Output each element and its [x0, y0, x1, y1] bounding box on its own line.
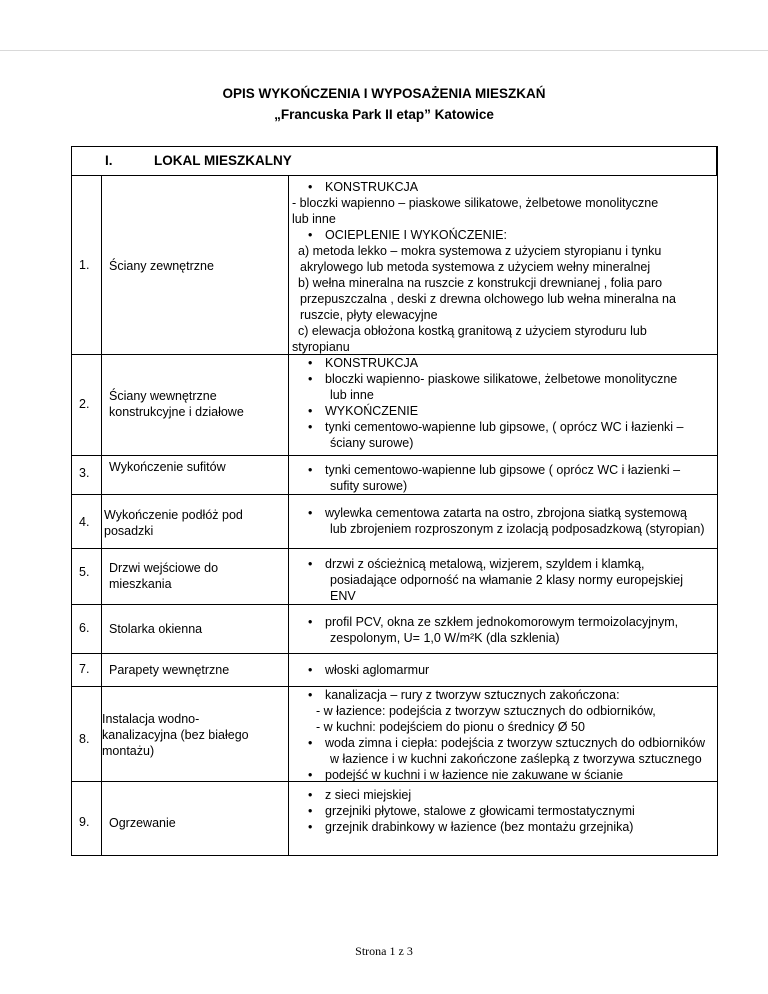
- bullet-icon: •: [308, 788, 313, 802]
- row-label-line: Wykończenie sufitów: [109, 460, 226, 474]
- content-text-line: lub inne: [330, 388, 374, 402]
- row-label: [109, 560, 218, 592]
- bullet-icon: •: [308, 768, 313, 782]
- content-text-line: ściany surowe): [330, 436, 414, 450]
- row-number: 6.: [79, 621, 90, 635]
- row-label: [109, 815, 176, 831]
- bullet-icon: •: [308, 356, 313, 370]
- row-label-line: Ściany wewnętrzne: [109, 389, 217, 403]
- bullet-text: z sieci miejskiej: [325, 788, 412, 802]
- content-text-line: posiadające odporność na włamanie 2 klasy normy europejskiej: [330, 573, 683, 587]
- content-text-line: ENV: [330, 589, 356, 603]
- content-text-line: przepuszczalna , deski z drewna olchowego lub wełna mineralna na: [300, 292, 676, 306]
- row-label-line: mieszkania: [109, 577, 172, 591]
- bullet-text: włoski aglomarmur: [325, 663, 430, 677]
- bullet-icon: •: [308, 404, 313, 418]
- content-text-line: ruszcie, płyty elewacyjne: [300, 308, 438, 322]
- section-header: [71, 146, 717, 175]
- table-border-right: [717, 146, 718, 855]
- bullet-icon: •: [308, 228, 313, 242]
- section-number: I.: [105, 153, 113, 168]
- bullet-icon: •: [308, 557, 313, 571]
- top-rule: [0, 50, 768, 51]
- bullet-icon: •: [308, 463, 313, 477]
- column-divider-label: [288, 175, 289, 855]
- row-number: 2.: [79, 397, 90, 411]
- bullet-icon: •: [308, 663, 313, 677]
- bullet-icon: •: [308, 506, 313, 520]
- content-text-line: lub inne: [292, 212, 336, 226]
- row-separator: [71, 653, 718, 654]
- row-label-line: Instalacja wodno-: [102, 712, 200, 726]
- bullet-text: tynki cementowo-wapienne lub gipsowe, ( oprócz WC i łazienki –: [325, 420, 684, 434]
- content-text-line: styropianu: [292, 340, 350, 354]
- row-number: 7.: [79, 662, 90, 676]
- row-number: 5.: [79, 565, 90, 579]
- row-label-line: Ogrzewanie: [109, 816, 176, 830]
- row-label: [104, 507, 243, 539]
- bullet-text: WYKOŃCZENIE: [325, 404, 419, 418]
- content-text-line: w łazience i w kuchni zakończone zaślepką z tworzywa sztucznego: [330, 752, 702, 766]
- content-text-line: zespolonym, U= 1,0 W/m²K (dla szklenia): [330, 631, 560, 645]
- row-separator: [71, 604, 718, 605]
- row-label-line: montażu): [102, 744, 155, 758]
- row-label: [109, 621, 202, 637]
- row-separator: [71, 548, 718, 549]
- row-label-line: Wykończenie podłóż pod: [104, 508, 243, 522]
- row-number: 8.: [79, 732, 90, 746]
- row-number: 4.: [79, 515, 90, 529]
- bullet-text: KONSTRUKCJA: [325, 180, 419, 194]
- table-border-left: [71, 146, 72, 855]
- bullet-icon: •: [308, 736, 313, 750]
- row-separator: [71, 455, 718, 456]
- row-label-line: Stolarka okienna: [109, 622, 203, 636]
- content-text-line: a) metoda lekko – mokra systemowa z użyciem styropianu i tynku: [298, 244, 662, 258]
- content-text-line: sufity surowe): [330, 479, 408, 493]
- bullet-text: wylewka cementowa zatarta na ostro, zbrojona siatką systemową: [325, 506, 687, 520]
- document-subtitle: „Francuska Park II etap” Katowice: [274, 107, 494, 122]
- bullet-icon: •: [308, 372, 313, 386]
- row-separator: [71, 494, 718, 495]
- page-footer: Strona 1 z 3: [355, 944, 413, 958]
- row-label-line: Parapety wewnętrzne: [109, 663, 230, 677]
- content-text-line: lub zbrojeniem rozproszonym z izolacją podposadzkową (styropian): [330, 522, 705, 536]
- content-text-line: - w kuchni: podejściem do pionu o średnicy Ø 50: [316, 720, 585, 734]
- row-number: 3.: [79, 466, 90, 480]
- bullet-text: kanalizacja – rury z tworzyw sztucznych zakończona:: [325, 688, 620, 702]
- bullet-text: woda zimna i ciepła: podejścia z tworzyw sztucznych do odbiorników: [325, 736, 706, 750]
- row-label-line: konstrukcyjne i działowe: [109, 405, 244, 419]
- bullet-icon: •: [308, 420, 313, 434]
- row-separator: [71, 175, 718, 176]
- bullet-text: bloczki wapienno- piaskowe silikatowe, żelbetowe monolityczne: [325, 372, 678, 386]
- section-label: LOKAL MIESZKALNY: [154, 153, 292, 168]
- row-label: [109, 258, 214, 274]
- row-label-line: posadzki: [104, 524, 154, 538]
- bullet-text: tynki cementowo-wapienne lub gipsowe ( oprócz WC i łazienki –: [325, 463, 681, 477]
- content-text-line: - bloczki wapienno – piaskowe silikatowe, żelbetowe monolityczne: [292, 196, 659, 210]
- content-text-line: c) elewacja obłożona kostką granitową z użyciem styroduru lub: [298, 324, 647, 338]
- bullet-text: grzejnik drabinkowy w łazience (bez montażu grzejnika): [325, 820, 634, 834]
- bullet-icon: •: [308, 180, 313, 194]
- bullet-text: drzwi z ościeżnicą metalową, wizjerem, szyldem i klamką,: [325, 557, 645, 571]
- row-separator: [71, 855, 718, 856]
- bullet-text: OCIEPLENIE I WYKOŃCZENIE:: [325, 228, 507, 242]
- row-label: [109, 662, 229, 678]
- row-number: 1.: [79, 258, 90, 272]
- content-text-line: - w łazience: podejścia z tworzyw sztucznych do odbiorników,: [316, 704, 656, 718]
- content-text-line: akrylowego lub metoda systemowa z użyciem wełny mineralnej: [300, 260, 651, 274]
- row-label: [102, 711, 249, 759]
- bullet-text: profil PCV, okna ze szkłem jednokomorowym termoizolacyjnym,: [325, 615, 679, 629]
- document-title: OPIS WYKOŃCZENIA I WYPOSAŻENIA MIESZKAŃ: [222, 86, 546, 101]
- bullet-icon: •: [308, 688, 313, 702]
- bullet-text: KONSTRUKCJA: [325, 356, 419, 370]
- bullet-icon: •: [308, 820, 313, 834]
- bullet-icon: •: [308, 615, 313, 629]
- row-label: [109, 459, 226, 475]
- content-text-line: b) wełna mineralna na ruszcie z konstrukcji drewnianej , folia paro: [298, 276, 663, 290]
- row-label-line: Drzwi wejściowe do: [109, 561, 219, 575]
- bullet-text: podejść w kuchni i w łazience nie zakuwane w ścianie: [325, 768, 624, 782]
- bullet-icon: •: [308, 804, 313, 818]
- row-label: [109, 388, 244, 420]
- bullet-text: grzejniki płytowe, stalowe z głowicami termostatycznymi: [325, 804, 635, 818]
- row-label-line: Ściany zewnętrzne: [109, 259, 214, 273]
- row-label-line: kanalizacyjna (bez białego: [102, 728, 249, 742]
- row-number: 9.: [79, 815, 90, 829]
